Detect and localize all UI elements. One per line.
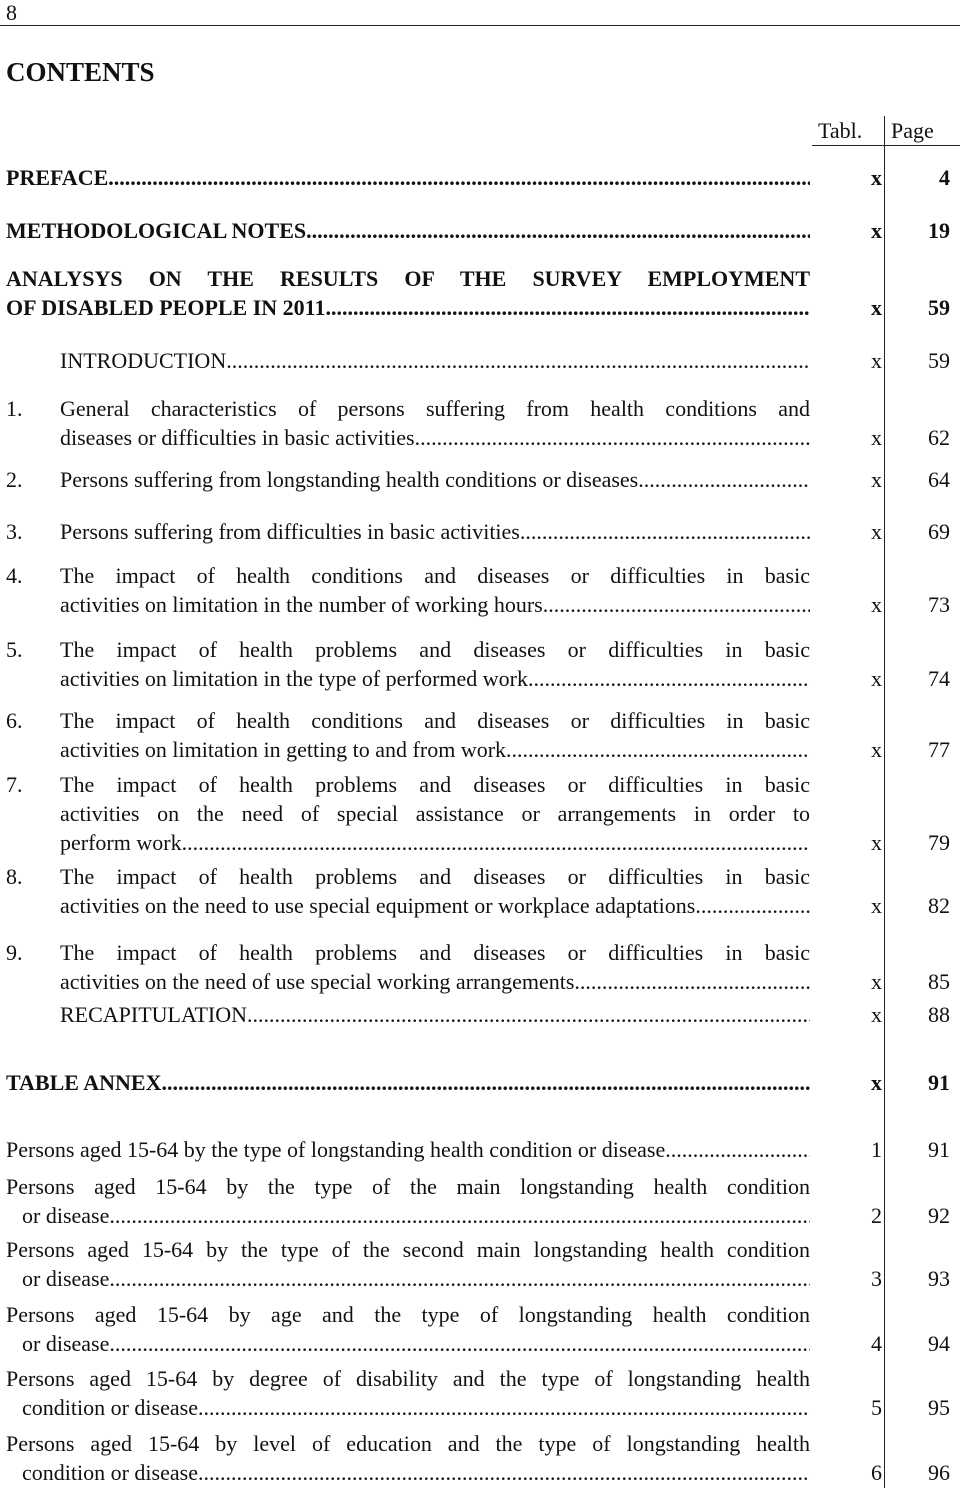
- page-number: 8: [6, 0, 17, 25]
- toc-entry-page-number: 77: [928, 737, 950, 762]
- toc-entry-label: [6, 1429, 810, 1487]
- toc-entry-number: 9.: [6, 940, 23, 965]
- toc-entry-line: ANALYSYS ON THE RESULTS OF THE SURVEY EMPLOYMENT: [6, 266, 810, 291]
- toc-entry-line: activities on the need to use special equipment or workplace adaptations: [60, 893, 696, 918]
- toc-entry-number: 4.: [6, 563, 23, 588]
- toc-entry-number: 1.: [6, 396, 23, 421]
- header-rule: [812, 145, 960, 146]
- toc-entry-line: Persons aged 15-64 by level of education and the type of longstanding health: [6, 1431, 810, 1456]
- toc-entry-label: [6, 1172, 810, 1230]
- toc-entry-line: Persons aged 15-64 by the type of longstanding health condition or disease: [6, 1137, 666, 1162]
- toc-entry-page-number: 93: [928, 1266, 950, 1291]
- toc-entry-line: The impact of health problems and diseases or difficulties in basic: [60, 940, 810, 965]
- toc-entry-table-number: x: [871, 737, 882, 762]
- toc-entry-table-number: x: [871, 666, 882, 691]
- toc-entry-table-number: x: [871, 519, 882, 544]
- dot-leader: [198, 1393, 810, 1422]
- dot-leader: [109, 1201, 810, 1230]
- toc-entry-line: PREFACE: [6, 165, 109, 190]
- toc-entry-label: [6, 163, 810, 192]
- page-title: CONTENTS: [6, 57, 155, 87]
- dot-leader: [247, 1000, 810, 1029]
- toc-entry-label: [6, 1135, 810, 1164]
- toc-entry-page-number: 96: [928, 1460, 950, 1485]
- toc-entry-page-number: 4: [939, 165, 950, 190]
- toc-entry-table-number: x: [871, 348, 882, 373]
- toc-entry-label: [60, 862, 810, 920]
- dot-leader: [109, 1264, 810, 1293]
- toc-entry-label: [6, 264, 810, 322]
- toc-entry-label: [60, 346, 810, 375]
- toc-entry-table-number: x: [871, 969, 882, 994]
- toc-entry-table-number: x: [871, 592, 882, 617]
- toc-entry-line: activities on limitation in getting to and from work: [60, 737, 507, 762]
- toc-entry-line: The impact of health problems and diseases or difficulties in basic: [60, 864, 810, 889]
- toc-entry-line: diseases or difficulties in basic activities: [60, 425, 415, 450]
- toc-entry-table-number: x: [871, 893, 882, 918]
- toc-entry-page-number: 73: [928, 592, 950, 617]
- toc-entry-line: The impact of health problems and diseases or difficulties in basic: [60, 637, 810, 662]
- toc-entry-line: Persons suffering from difficulties in basic activities: [60, 519, 520, 544]
- dot-leader: [109, 1329, 810, 1358]
- toc-entry-line: INTRODUCTION: [60, 348, 227, 373]
- dot-leader: [520, 517, 810, 546]
- toc-entry-page-number: 94: [928, 1331, 950, 1356]
- dot-leader: [638, 465, 810, 494]
- toc-entry-line: Persons aged 15-64 by degree of disability and the type of longstanding health: [6, 1366, 810, 1391]
- dot-leader: [506, 735, 810, 764]
- toc-entry-page-number: 69: [928, 519, 950, 544]
- toc-entry-table-number: 4: [871, 1331, 882, 1356]
- toc-entry-line: activities on limitation in the type of performed work: [60, 666, 528, 691]
- toc-entry-label: [6, 1300, 810, 1358]
- toc-entry-label: [60, 770, 810, 857]
- toc-entry-page-number: 64: [928, 467, 950, 492]
- dot-leader: [325, 293, 810, 322]
- toc-entry-number: 8.: [6, 864, 23, 889]
- toc-entry-table-number: x: [871, 467, 882, 492]
- toc-entry-number: 2.: [6, 467, 23, 492]
- toc-entry-line: The impact of health conditions and diseases or difficulties in basic: [60, 708, 810, 733]
- toc-entry-label: [6, 1068, 810, 1097]
- toc-entry-label: [6, 1364, 810, 1422]
- toc-entry-number: 3.: [6, 519, 23, 544]
- toc-entry-line: METHODOLOGICAL NOTES: [6, 218, 307, 243]
- toc-entry-page-number: 59: [928, 295, 950, 320]
- toc-entry-page-number: 88: [928, 1002, 950, 1027]
- toc-entry-label: [60, 561, 810, 619]
- toc-entry-table-number: x: [871, 425, 882, 450]
- column-header-tabl: Tabl.: [818, 118, 863, 143]
- toc-entry-label: [60, 706, 810, 764]
- toc-entry-label: [6, 216, 810, 245]
- dot-leader: [226, 346, 810, 375]
- toc-entry-page-number: 91: [928, 1070, 950, 1095]
- toc-entry-line: activities on limitation in the number of working hours: [60, 592, 543, 617]
- toc-entry-label: [60, 635, 810, 693]
- toc-entry-page-number: 59: [928, 348, 950, 373]
- toc-entry-number: 6.: [6, 708, 23, 733]
- dot-leader: [306, 216, 810, 245]
- dot-leader: [665, 1135, 810, 1164]
- column-separator: [884, 146, 885, 1488]
- dot-leader: [543, 590, 810, 619]
- toc-entry-table-number: 6: [871, 1460, 882, 1485]
- toc-entry-page-number: 91: [928, 1137, 950, 1162]
- toc-entry-line: activities on the need of use special working arrangements: [60, 969, 575, 994]
- toc-entry-page-number: 92: [928, 1203, 950, 1228]
- toc-entry-label: [60, 1000, 810, 1029]
- column-separator-header: [884, 116, 885, 146]
- dot-leader: [574, 967, 810, 996]
- toc-entry-label: [60, 394, 810, 452]
- toc-entry-line: or disease: [22, 1266, 110, 1291]
- toc-entry-line: perform work: [60, 830, 182, 855]
- toc-entry-line: General characteristics of persons suffering from health conditions and: [60, 396, 810, 421]
- toc-entry-line: Persons suffering from longstanding health conditions or diseases: [60, 467, 639, 492]
- dot-leader: [198, 1458, 810, 1487]
- toc-entry-page-number: 95: [928, 1395, 950, 1420]
- toc-entry-table-number: x: [871, 830, 882, 855]
- toc-entry-line: OF DISABLED PEOPLE IN 2011: [6, 295, 326, 320]
- dot-leader: [415, 423, 810, 452]
- toc-entry-line: condition or disease: [22, 1395, 198, 1420]
- toc-entry-table-number: x: [871, 165, 882, 190]
- toc-entry-line: condition or disease: [22, 1460, 198, 1485]
- toc-entry-table-number: x: [871, 1070, 882, 1095]
- toc-entry-line: or disease: [22, 1331, 110, 1356]
- toc-entry-line: Persons aged 15-64 by the type of the main longstanding health condition: [6, 1174, 810, 1199]
- dot-leader: [161, 1068, 810, 1097]
- dot-leader: [695, 891, 810, 920]
- toc-entry-table-number: x: [871, 1002, 882, 1027]
- toc-entry-label: [60, 938, 810, 996]
- toc-entry-line: The impact of health problems and diseases or difficulties in basic: [60, 772, 810, 797]
- toc-entry-label: [6, 1235, 810, 1293]
- toc-entry-line: RECAPITULATION: [60, 1002, 247, 1027]
- toc-entry-page-number: 74: [928, 666, 950, 691]
- toc-entry-page-number: 82: [928, 893, 950, 918]
- dot-leader: [528, 664, 810, 693]
- toc-entry-page-number: 85: [928, 969, 950, 994]
- dot-leader: [182, 828, 810, 857]
- toc-entry-table-number: 1: [871, 1137, 882, 1162]
- toc-entry-table-number: x: [871, 218, 882, 243]
- toc-entry-table-number: 2: [871, 1203, 882, 1228]
- toc-entry-number: 7.: [6, 772, 23, 797]
- toc-entry-page-number: 79: [928, 830, 950, 855]
- toc-entry-line: Persons aged 15-64 by the type of the second main longstanding health condition: [6, 1237, 810, 1262]
- toc-entry-line: activities on the need of special assistance or arrangements in order to: [60, 801, 810, 826]
- toc-entry-line: The impact of health conditions and diseases or difficulties in basic: [60, 563, 810, 588]
- toc-entry-table-number: 3: [871, 1266, 882, 1291]
- dot-leader: [108, 163, 810, 192]
- toc-entry-line: or disease: [22, 1203, 110, 1228]
- toc-entry-line: Persons aged 15-64 by age and the type of longstanding health condition: [6, 1302, 810, 1327]
- column-header-page: Page: [891, 118, 934, 143]
- toc-entry-page-number: 19: [928, 218, 950, 243]
- toc-entry-table-number: x: [871, 295, 882, 320]
- top-rule: [0, 25, 960, 26]
- toc-entry-table-number: 5: [871, 1395, 882, 1420]
- toc-entry-label: [60, 465, 810, 494]
- toc-entry-line: TABLE ANNEX: [6, 1070, 162, 1095]
- toc-entry-page-number: 62: [928, 425, 950, 450]
- toc-entry-label: [60, 517, 810, 546]
- toc-entry-number: 5.: [6, 637, 23, 662]
